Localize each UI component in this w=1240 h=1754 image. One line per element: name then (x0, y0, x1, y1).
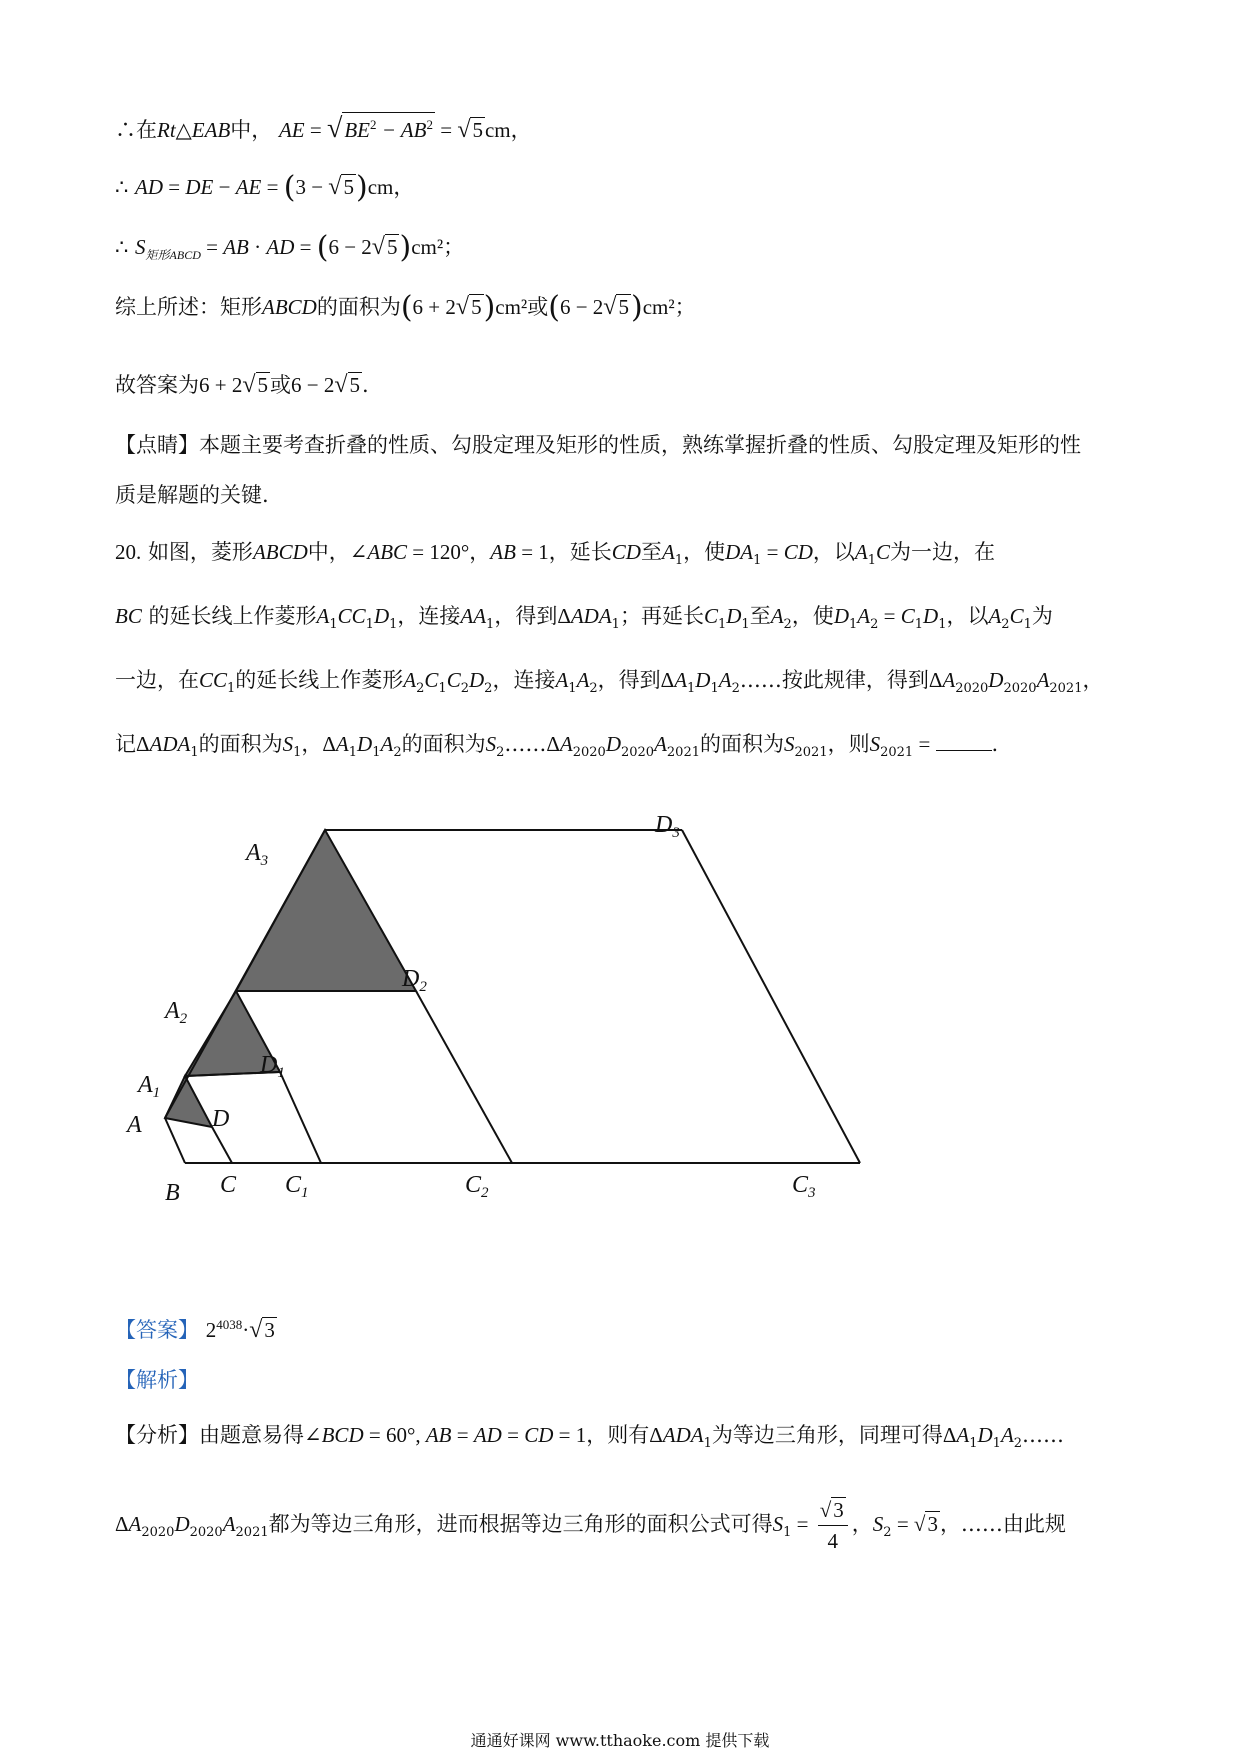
edge (682, 830, 860, 1163)
answer-radicand: 3 (264, 1318, 275, 1342)
answer-line: 故答案为6 + 2√5或6 − 2√5. (115, 372, 369, 398)
label-A2: $A_2$ (165, 998, 188, 1027)
footer: 通通好课网 www.tthaoke.com 提供下载 (470, 1731, 770, 1750)
solution-line-ad: ∴ AD = DE − AE = (3 − √5)cm， (115, 170, 415, 205)
label-D: D (212, 1106, 230, 1132)
shaded-triangle-1 (165, 1076, 212, 1127)
math: ABCD (262, 295, 317, 319)
text: 本题主要考查折叠的性质、勾股定理及矩形的性质，熟练掌握折叠的性质、勾股定理及矩形的性 (199, 433, 1081, 457)
edge (280, 1072, 321, 1163)
question-line-1: 20. 如图，菱形ABCD中，∠ABC = 120°，AB = 1，延长CD至$A_1$，使$DA_1$ = CD，以$A_1C$为一边，在 (115, 540, 996, 569)
label-C1: $C_1$ (285, 1172, 309, 1201)
text: 中， (230, 118, 273, 142)
question-line-2: BC 的延长线上作菱形$A_1CC_1D_1$，连接$AA_1$，得到$\Delta ADA_1$；再延长$C_1D_1$至$A_2$，使$D_1A_2 = C_1D_1$，以$A_2C_1$为 (115, 604, 1053, 633)
unit: cm， (484, 118, 532, 142)
answer-tag: 【答案】 (115, 1318, 199, 1342)
solution-line-area: ∴ $S_{矩形ABCD}$ = AB · AD = (6 − 2√5)cm²； (115, 230, 465, 265)
label-B: B (165, 1180, 180, 1206)
question-line-4: 记$\Delta ADA_1$的面积为$S_1$，$\Delta A_1D_1A_2$的面积为$S_2\dots\dots\Delta A_{2020}D_{2020}A_{2021}$的面积为$S_{2021}$，则$S_{2021}$ = . (115, 732, 999, 761)
dianjing-line-2 (115, 480, 269, 510)
label-D2: $D_2$ (402, 966, 427, 995)
math-rt-eab: Rt△EAB (157, 118, 231, 142)
text: . (362, 373, 369, 397)
sqrt: $BE^2 - AB^2$ (342, 112, 435, 142)
label-A: A (127, 1112, 142, 1138)
unit: cm， (367, 175, 415, 199)
text: 的面积为 (316, 295, 401, 319)
text: ； (674, 295, 696, 319)
question-number: 20. (115, 540, 142, 564)
question-line-3: 一边，在$CC_1$的延长线上作菱形$A_2C_1C_2D_2$，连接$A_1A_2$，得到$\Delta A_1D_1A_2\dots\dots$按此规律，得到$\Delta A_{2020}D_{2020}A_{2021}$， (115, 668, 1104, 697)
text: 故答案为 (115, 373, 199, 397)
edge (416, 991, 512, 1163)
dianjing-line (115, 430, 1081, 460)
text: 或 (527, 295, 549, 319)
answer-blank (936, 732, 992, 751)
answer-section: 【答案】 $2^{4038}\cdot√3$ (115, 1317, 275, 1343)
label-A3: $A_3$ (246, 840, 269, 869)
unit: cm²； (411, 235, 465, 259)
text: 综上所述：矩形 (115, 295, 262, 319)
dot: · (242, 1318, 250, 1342)
edge (212, 1127, 232, 1163)
label-D3: $D_3$ (655, 812, 680, 841)
answer-base: 2 (205, 1318, 217, 1342)
fenxi-line-2: $\Delta A_{2020}D_{2020}A_{2021}$都为等边三角形，进而根据等边三角形的面积公式可得$S_1$ = $\frac{√3}{4}$ ，$S_2 = √3$，……由此规 (115, 1495, 1066, 1556)
label-C2: $C_2$ (465, 1172, 489, 1201)
edge (165, 1118, 185, 1163)
fraction: $\frac{√3}{4}$ (818, 1495, 848, 1556)
text: 或 (270, 373, 292, 397)
label-A1: $A_1$ (138, 1072, 161, 1101)
rhombus-figure (110, 790, 930, 1220)
subscript: 矩形ABCD (145, 248, 201, 263)
fenxi-tag: 【分析】 (115, 1423, 199, 1447)
summary-line: 综上所述：矩形ABCD的面积为(6 + 2√5)cm²或(6 − 2√5)cm²； (115, 290, 696, 325)
unit: cm² (642, 295, 675, 319)
unit: cm² (495, 295, 528, 319)
label-D1: $D_1$ (260, 1052, 285, 1081)
text: ∴在 (115, 118, 157, 142)
analysis-tag-line (115, 1365, 199, 1395)
dianjing-tag: 【点睛】 (115, 433, 199, 457)
answer-exp: 4038 (216, 1317, 243, 1332)
analysis-tag: 【解析】 (115, 1368, 199, 1392)
fenxi-line-1: 【分析】由题意易得∠BCD = 60°, AB = AD = CD = 1，则有$\Delta ADA_1$为等边三角形，同理可得$\Delta A_1D_1A_2\dots\dots$ (115, 1423, 1065, 1452)
label-C3: $C_3$ (792, 1172, 816, 1201)
label-C: C (220, 1172, 237, 1198)
solution-line-ae: ∴在Rt△EAB中， AE = $√BE^2 - AB^2 = √5cm$， (115, 113, 532, 144)
math-ae-formula: AE (278, 118, 305, 142)
text: 质是解题的关键. (115, 483, 269, 507)
